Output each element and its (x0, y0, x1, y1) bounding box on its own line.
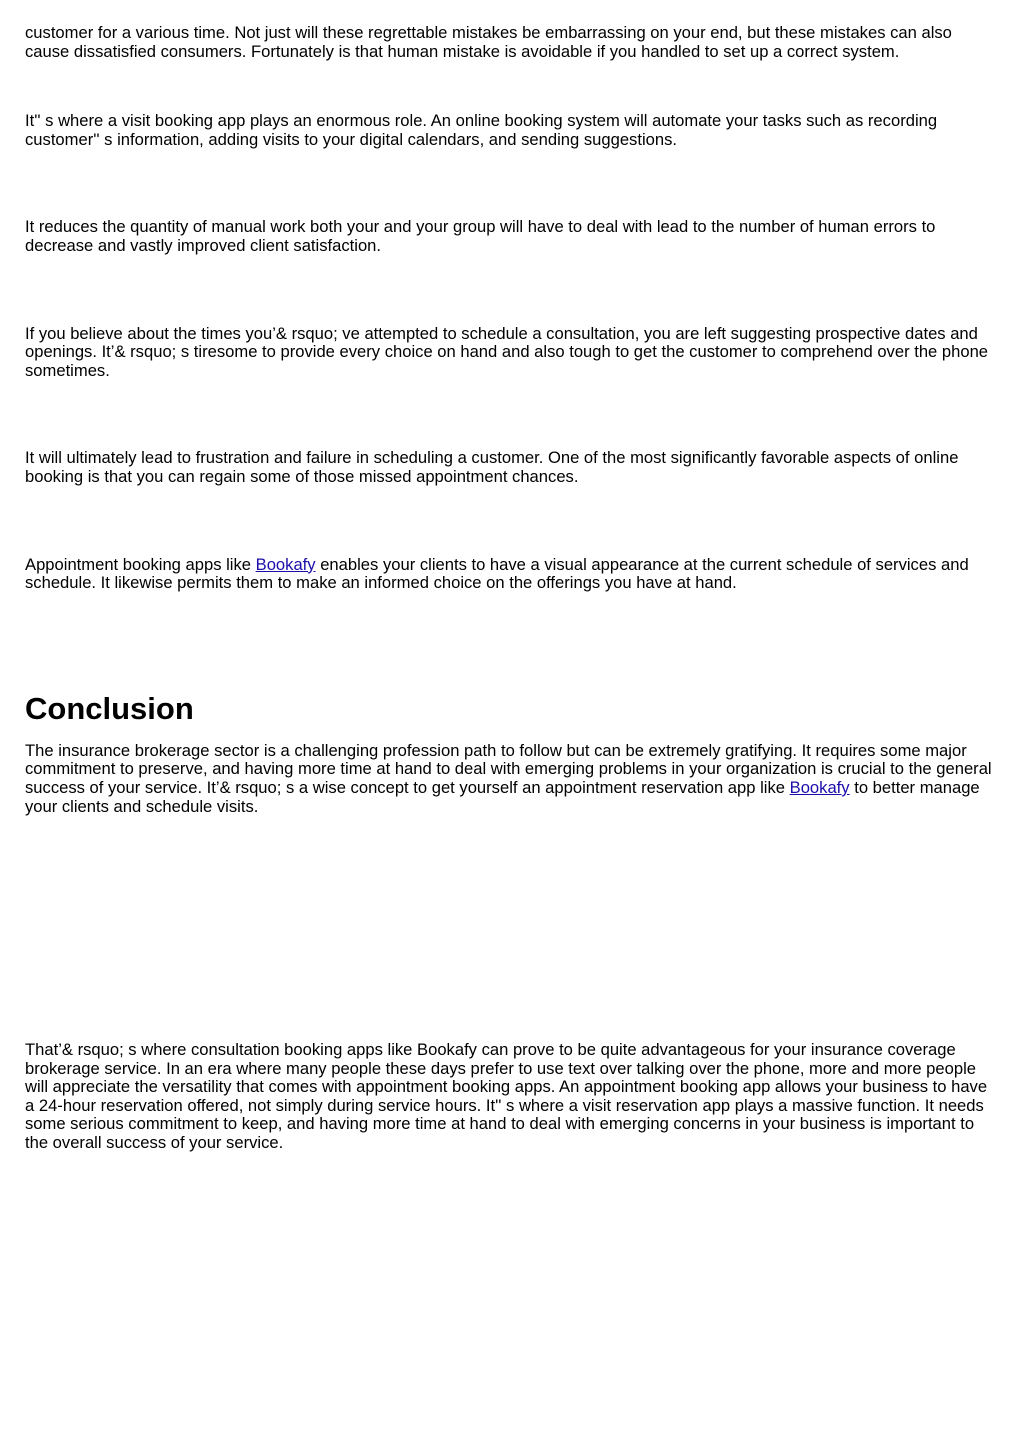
bookafy-link[interactable]: Bookafy (789, 777, 850, 797)
paragraph-advantageous: That’& rsquo; s where consultation booking apps like Bookafy can prove to be quite advantageous for your insurance coverage brokerage service. In an era where many people these days prefer to use text over talking over the phone, more and more people will appreciate the versatility that comes with appointment booking apps. An appointment booking app allows your business to have a 24-hour reservation offered, not simply during service hours. It'' s where a visit reservation app plays a massive function. It needs some serious commitment to keep, and having more time at hand to deal with emerging concerns in your business is important to the overall success of your service. (25, 1040, 988, 1153)
paragraph-text: enables your clients to have a visual appearance at the current schedule of services and schedule. It likewise permits them to make an informed choice on the offerings you have at hand. (25, 554, 969, 593)
document-page (25, 24, 1000, 1153)
paragraph-reduce-manual-work: It reduces the quantity of manual work both your and your group will have to deal with lead to the number of human errors to decrease and vastly improved client satisfaction. (25, 217, 936, 255)
conclusion-heading: Conclusion (25, 690, 194, 726)
paragraph-schedule-consultation: If you believe about the times you’& rsquo; ve attempted to schedule a consultation, you are left suggesting prospective dates and openings. It’& rsquo; s tiresome to provide every choice on hand and also tough to get the customer to comprehend over the phone sometimes. (25, 323, 989, 380)
paragraph-conclusion (25, 742, 1000, 816)
paragraph-booking-app-role: It'' s where a visit booking app plays an enormous role. An online booking system will automate your tasks such as recording customer'' s information, adding visits to your digital calendars, and sending suggestions. (25, 111, 938, 149)
bookafy-link[interactable]: Bookafy (255, 554, 316, 574)
paragraph-text: Appointment booking apps like (25, 554, 256, 574)
paragraph-text: The insurance brokerage sector is a challenging profession path to follow but can be extremely gratifying. It requires some major commitment to preserve, and having more time at hand to deal with emerging problems in your organization is crucial to the general success of your service. It’& rsquo; s a wise concept to get yourself an appointment reservation app like (25, 740, 992, 797)
paragraph-booking-apps-bookafy (25, 556, 1000, 593)
paragraph-text: to better manage your clients and schedule visits. (25, 777, 980, 816)
paragraph-human-mistakes: customer for a various time. Not just will these regrettable mistakes be embarrassing on your end, but these mistakes can also cause dissatisfied consumers. Fortunately is that human mistake is avoidable if you handled to set up a correct system. (25, 23, 952, 61)
paragraph-frustration: It will ultimately lead to frustration and failure in scheduling a customer. One of the most significantly favorable aspects of online booking is that you can regain some of those missed appointment chances. (25, 448, 959, 486)
